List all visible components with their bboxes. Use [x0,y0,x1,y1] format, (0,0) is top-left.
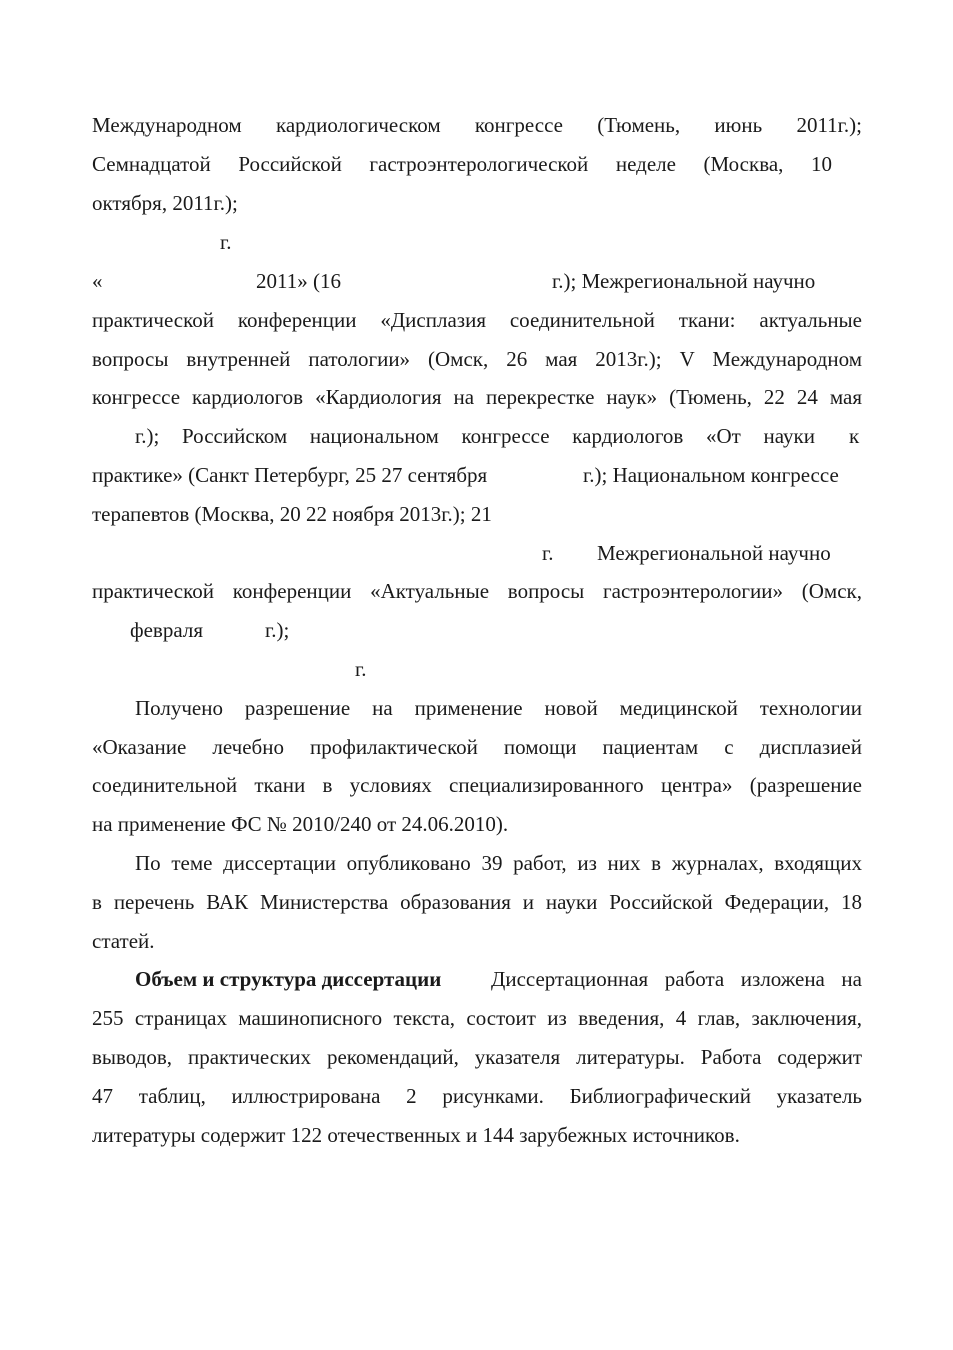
text-fragment: г.); Национальном конгрессе [583,463,839,487]
text-line: выводов, практических рекомендаций, указателя литературы. Работа содержит [92,1045,862,1069]
text-line: Семнадцатой Российской гастроэнтерологической неделе (Москва, 10 [92,152,832,176]
text-fragment: « [92,269,103,293]
text-fragment: Диссертационная работа изложена на [491,967,862,991]
text-line: в перечень ВАК Министерства образования и науки Российской Федерации, 18 [92,890,862,914]
text-fragment: г.); Российском национальном конгрессе кардиологов «От науки [135,424,815,448]
text-line: Международном кардиологическом конгрессе (Тюмень, июнь 2011г.); [92,113,862,137]
text-fragment: г. [355,657,367,681]
text-fragment: 2011» (16 [256,269,341,293]
text-fragment: г. [220,230,232,254]
text-line: 47 таблиц, иллюстрирована 2 рисунками. Библиографический указатель [92,1084,862,1108]
text-line: конгрессе кардиологов «Кардиология на перекрестке наук» (Тюмень, 22 24 мая [92,385,862,409]
paragraph-first-line: Получено разрешение на применение новой медицинской технологии [135,696,862,720]
section-heading: Объем и структура диссертации [135,967,442,991]
text-line: октября, 2011г.); [92,191,238,215]
text-line: 255 страницах машинописного текста, состоит из введения, 4 глав, заключения, [92,1006,862,1030]
text-fragment: к [849,424,860,448]
text-fragment: практике» (Санкт Петербург, 25 27 сентября [92,463,488,487]
text-fragment: г.); Межрегиональной научно [552,269,816,293]
text-line: практической конференции «Актуальные вопросы гастроэнтерологии» (Омск, [92,579,862,603]
text-fragment: г.); [265,618,290,642]
text-line: литературы содержит 122 отечественных и 144 зарубежных источников. [92,1123,740,1147]
text-line: статей. [92,929,155,953]
text-fragment: февраля [130,618,203,642]
text-line: «Оказание лечебно профилактической помощи пациентам с дисплазией [92,735,862,759]
paragraph-first-line: По теме диссертации опубликовано 39 работ, из них в журналах, входящих [135,851,862,875]
text-fragment: Межрегиональной научно [597,541,831,565]
text-line: практической конференции «Дисплазия соединительной ткани: актуальные [92,308,862,332]
text-line: соединительной ткани в условиях специализированного центра» (разрешение [92,773,862,797]
text-line: терапевтов (Москва, 20 22 ноября 2013г.); 21 [92,502,492,526]
text-line: вопросы внутренней патологии» (Омск, 26 мая 2013г.); V Международном [92,347,862,371]
text-fragment: г. [542,541,554,565]
text-line: на применение ФС № 2010/240 от 24.06.2010). [92,812,509,836]
